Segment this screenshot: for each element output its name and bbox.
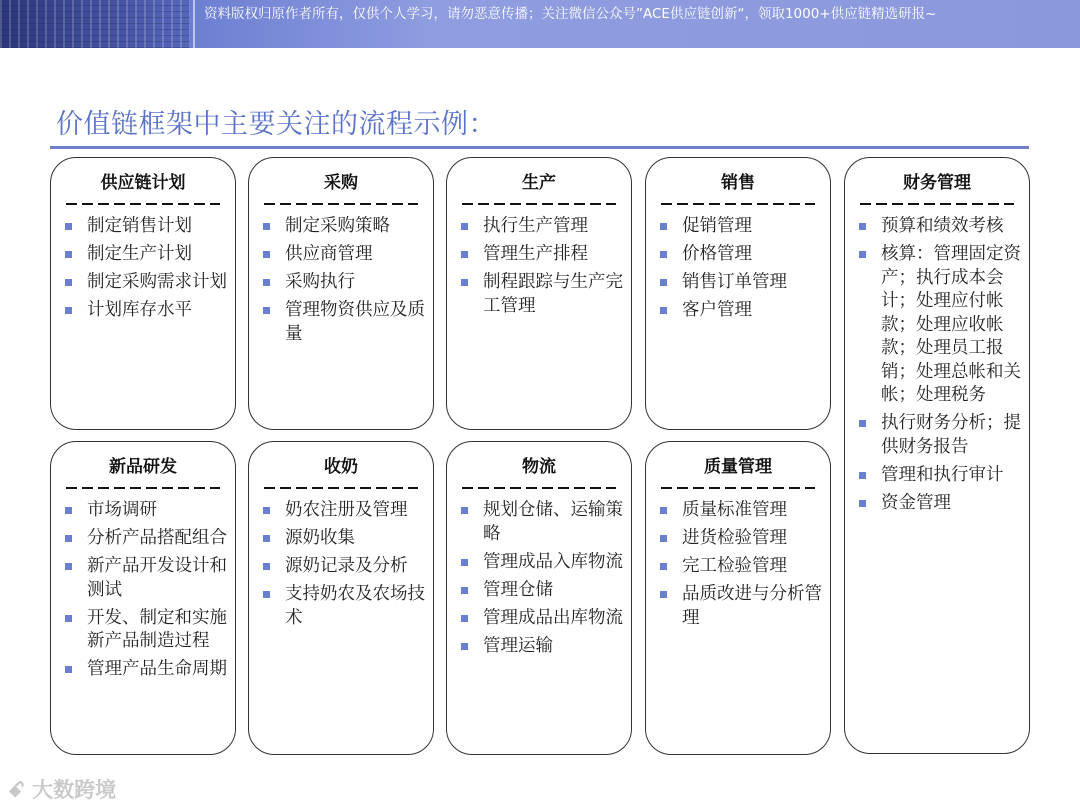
- page-title: 价值链框架中主要关注的流程示例：: [56, 109, 496, 140]
- banner-divider: [193, 0, 195, 48]
- bullet-icon: [461, 251, 468, 258]
- bullet-icon: [461, 615, 468, 622]
- process-list: [447, 499, 631, 658]
- list-item: [65, 555, 227, 602]
- list-item: [263, 243, 425, 267]
- list-item-text: 制定销售计划: [87, 216, 192, 236]
- card-finance: [844, 157, 1030, 754]
- list-item: [461, 635, 623, 659]
- list-item-text: 完工检验管理: [682, 556, 787, 576]
- banner-texture: [0, 0, 190, 48]
- list-item-text: 预算和绩效考核: [881, 216, 1004, 236]
- process-list: [51, 499, 235, 682]
- banner-text: 资料版权归原作者所有，仅供个人学习，请勿恶意传播；关注微信公众号”ACE供应链创新“，领取1000+供应链精选研报~: [204, 6, 937, 22]
- dashed-divider: [264, 203, 418, 205]
- list-item-text: 源奶收集: [285, 528, 355, 548]
- bullet-icon: [65, 563, 72, 570]
- card-title: 收奶: [324, 457, 358, 477]
- bullet-icon: [461, 559, 468, 566]
- list-item-text: 执行生产管理: [483, 216, 588, 236]
- bullet-icon: [263, 223, 270, 230]
- list-item: [660, 271, 822, 295]
- watermark-text: 大数跨境: [32, 778, 117, 802]
- list-item-text: 管理生产排程: [483, 244, 588, 264]
- list-item-text: 品质改进与分析管理: [682, 584, 822, 628]
- bullet-icon: [660, 251, 667, 258]
- dashed-divider: [661, 203, 815, 205]
- bullet-icon: [660, 563, 667, 570]
- list-item: [660, 299, 822, 323]
- card-title: 新品研发: [109, 457, 177, 477]
- list-item: [461, 551, 623, 575]
- card-title: 质量管理: [704, 457, 772, 477]
- bullet-icon: [461, 507, 468, 514]
- card-new-product-rnd: [50, 441, 236, 755]
- list-item-text: 促销管理: [682, 216, 752, 236]
- card-title: 财务管理: [903, 173, 971, 193]
- dashed-divider: [462, 203, 616, 205]
- list-item: [65, 607, 227, 654]
- list-item-text: 计划库存水平: [87, 300, 192, 320]
- process-list: [447, 215, 631, 318]
- dashed-divider: [66, 487, 220, 489]
- list-item-text: 质量标准管理: [682, 500, 787, 520]
- dashed-divider: [462, 487, 616, 489]
- list-item-text: 制定生产计划: [87, 244, 192, 264]
- list-item-text: 源奶记录及分析: [285, 556, 408, 576]
- card-milk-collection: [248, 441, 434, 755]
- list-item-text: 新产品开发设计和测试: [87, 556, 227, 600]
- bullet-icon: [65, 279, 72, 286]
- process-list: [249, 499, 433, 630]
- list-item: [263, 555, 425, 579]
- list-item: [660, 243, 822, 267]
- list-item: [859, 243, 1021, 408]
- bullet-icon: [859, 223, 866, 230]
- list-item-text: 管理运输: [483, 635, 553, 656]
- list-item-text: 市场调研: [87, 500, 157, 520]
- list-item: [65, 658, 227, 682]
- list-item-text: 采购执行: [285, 272, 355, 292]
- bullet-icon: [859, 500, 866, 507]
- process-list: [51, 215, 235, 323]
- dashed-divider: [66, 203, 220, 205]
- list-item: [263, 215, 425, 239]
- bullet-icon: [859, 420, 866, 427]
- bullet-icon: [859, 251, 866, 258]
- bullet-icon: [65, 223, 72, 230]
- list-item: [660, 499, 822, 523]
- list-item: [65, 271, 227, 295]
- list-item: [461, 271, 623, 318]
- bullet-icon: [660, 279, 667, 286]
- list-item-text: 供应商管理: [285, 244, 373, 264]
- logo-icon: ꗃ: [8, 778, 33, 802]
- list-item-text: 进货检验管理: [682, 528, 787, 548]
- list-item: [660, 555, 822, 579]
- card-production: [446, 157, 632, 430]
- list-item-text: 管理仓储: [483, 579, 553, 600]
- list-item: [65, 527, 227, 551]
- bullet-icon: [660, 591, 667, 598]
- list-item: [461, 607, 623, 631]
- list-item: [65, 499, 227, 523]
- list-item: [263, 299, 425, 346]
- bullet-icon: [65, 615, 72, 622]
- dashed-divider: [661, 487, 815, 489]
- list-item-text: 管理成品出库物流: [483, 607, 623, 628]
- watermark-logo: [8, 774, 116, 804]
- bullet-icon: [65, 251, 72, 258]
- list-item: [859, 215, 1021, 239]
- list-item-text: 价格管理: [682, 244, 752, 264]
- list-item-text: 资金管理: [881, 492, 951, 513]
- list-item: [461, 243, 623, 267]
- list-item: [263, 583, 425, 630]
- list-item: [65, 299, 227, 323]
- bullet-icon: [65, 666, 72, 673]
- list-item-text: 客户管理: [682, 300, 752, 320]
- list-item-text: 开发、制定和实施新产品制造过程: [87, 607, 227, 651]
- list-item: [65, 215, 227, 239]
- top-banner: [0, 0, 1080, 48]
- list-item: [660, 215, 822, 239]
- bullet-icon: [263, 591, 270, 598]
- bullet-icon: [660, 307, 667, 314]
- bullet-icon: [859, 472, 866, 479]
- bullet-icon: [65, 535, 72, 542]
- bullet-icon: [65, 507, 72, 514]
- list-item-text: 销售订单管理: [682, 272, 787, 292]
- bullet-icon: [263, 279, 270, 286]
- list-item-text: 执行财务分析；提供财务报告: [881, 413, 1021, 457]
- list-item-text: 管理物资供应及质量: [285, 300, 425, 344]
- bullet-icon: [461, 587, 468, 594]
- list-item: [263, 499, 425, 523]
- list-item-text: 制程跟踪与生产完工管理: [483, 272, 623, 316]
- bullet-icon: [65, 307, 72, 314]
- card-title: 生产: [522, 173, 556, 193]
- list-item: [859, 412, 1021, 459]
- list-item-text: 管理成品入库物流: [483, 551, 623, 572]
- list-item: [660, 527, 822, 551]
- bullet-icon: [660, 223, 667, 230]
- list-item: [859, 492, 1021, 516]
- process-list: [646, 215, 830, 323]
- process-list: [249, 215, 433, 346]
- list-item: [461, 215, 623, 239]
- list-item: [263, 271, 425, 295]
- bullet-icon: [461, 223, 468, 230]
- list-item-text: 管理和执行审计: [881, 464, 1004, 485]
- list-item-text: 奶农注册及管理: [285, 500, 408, 520]
- list-item-text: 核算：管理固定资产；执行成本会计；处理应付帐款；处理应收帐款；处理员工报销；处理总帐和关帐；处理税务: [881, 244, 1021, 405]
- card-title: 销售: [721, 173, 755, 193]
- bullet-icon: [660, 535, 667, 542]
- list-item: [65, 243, 227, 267]
- card-quality: [645, 441, 831, 755]
- bullet-icon: [263, 563, 270, 570]
- dashed-divider: [860, 203, 1014, 205]
- bullet-icon: [263, 535, 270, 542]
- list-item: [859, 464, 1021, 488]
- list-item-text: 支持奶农及农场技术: [285, 584, 425, 628]
- list-item: [461, 499, 623, 546]
- bullet-icon: [461, 643, 468, 650]
- list-item-text: 分析产品搭配组合: [87, 528, 227, 548]
- dashed-divider: [264, 487, 418, 489]
- list-item: [660, 583, 822, 630]
- bullet-icon: [263, 507, 270, 514]
- list-item-text: 制定采购策略: [285, 216, 390, 236]
- list-item-text: 管理产品生命周期: [87, 659, 227, 679]
- process-list: [845, 215, 1029, 515]
- list-item-text: 规划仓储、运输策略: [483, 500, 623, 544]
- card-sales: [645, 157, 831, 430]
- card-purchasing: [248, 157, 434, 430]
- list-item: [461, 579, 623, 603]
- bullet-icon: [461, 279, 468, 286]
- card-title: 采购: [324, 173, 358, 193]
- card-supply-chain-planning: [50, 157, 236, 430]
- process-list: [646, 499, 830, 630]
- list-item-text: 制定采购需求计划: [87, 272, 227, 292]
- bullet-icon: [263, 251, 270, 258]
- card-logistics: [446, 441, 632, 755]
- card-title: 供应链计划: [100, 173, 186, 193]
- title-rule: [50, 146, 1029, 149]
- list-item: [263, 527, 425, 551]
- bullet-icon: [660, 507, 667, 514]
- card-title: 物流: [522, 457, 556, 477]
- bullet-icon: [263, 307, 270, 314]
